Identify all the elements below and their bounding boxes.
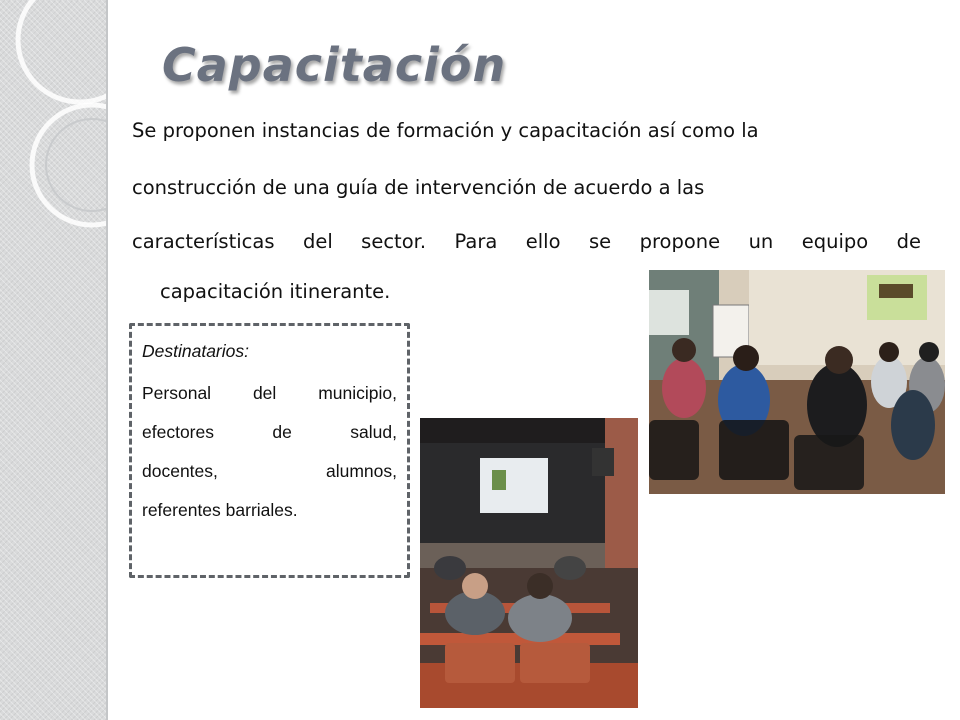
paragraph-line-4: capacitación itinerante. [160,280,391,303]
paragraph-line-3 [132,230,921,253]
word: salud, [350,422,397,442]
word: un [748,230,774,253]
word: de [896,230,921,253]
destinatarios-title: Destinatarios: [142,341,249,361]
destinatarios-box [129,323,410,578]
word: del [302,230,333,253]
auditorium-photo [420,418,638,708]
decorative-side-panel [0,0,108,720]
paragraph-line-1: Se proponen instancias de formación y capacitación así como la [132,119,759,142]
destinatarios-row [142,452,397,491]
word: docentes, [142,461,218,481]
word: de [272,422,292,442]
destinatarios-row [142,491,397,530]
paragraph-line-2: construcción de una guía de intervención de acuerdo a las [132,176,705,199]
word: ello [525,230,561,253]
decorative-rings [0,0,106,720]
word: referentes barriales. [142,500,298,520]
word: sector. [361,230,427,253]
word: alumnos, [325,461,397,481]
word: equipo [801,230,869,253]
word: propone [639,230,721,253]
word: características [132,230,275,253]
destinatarios-row [142,374,397,413]
workshop-meeting-photo [649,270,945,494]
word: municipio, [318,383,397,403]
destinatarios-body [142,374,397,530]
word: efectores [142,422,214,442]
word: Para [454,230,498,253]
word: Personal [142,383,212,403]
word: del [252,383,277,403]
destinatarios-row [142,413,397,452]
word: se [588,230,612,253]
slide-title: Capacitación [162,38,507,92]
